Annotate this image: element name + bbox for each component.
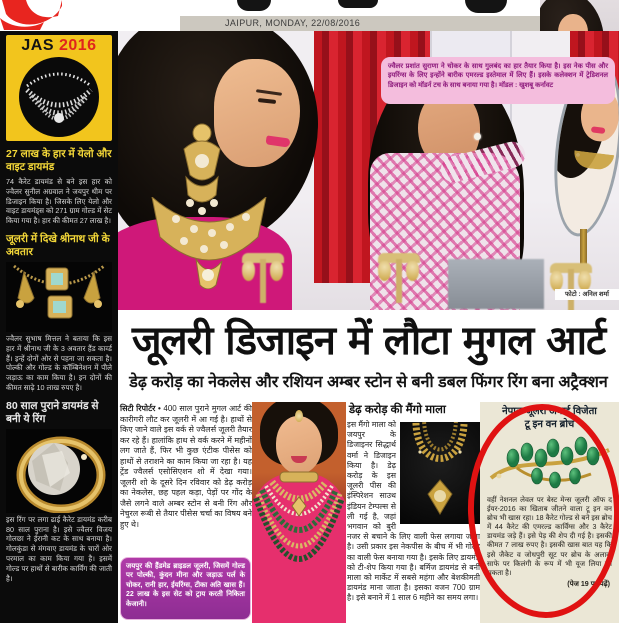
- maang-tikka: [295, 410, 303, 422]
- shrinath-necklace-photo: [6, 262, 112, 332]
- photo-credit: फोटो : अनिल शर्मा: [555, 289, 619, 300]
- brooch-column: [480, 402, 619, 623]
- jas-2016-badge: [6, 35, 112, 141]
- masthead-cut-letter: [237, 0, 271, 11]
- brooch-body: वहीं नेशनल लेवल पर बेस्ट मेन्स जूलरी ऑफ द ईयर-2016 का खिताब जीतने वाला टू इन वन ब्रोच भी खास रहा। 18 कैरेट गोल्ड से बने इस ब्रोच में 44 कैरेट की एमरल्ड कार्विंग्स और 3 कैरेट डायमंड जड़े हैं। इसे पेड़ की शेप दी गई है। इसकी कीमत 7 लाख रुपए है। इसकी खास बात यह कि इसे जैकेट व जोधपुरी सूट पर ब्रोच के अलावा साफे पर किलंगी के रूप में भी यूज लिया जा सकता है।: [487, 496, 612, 577]
- emerald-brooch-photo: [487, 434, 613, 494]
- sidebar-story1-body: 74 कैरेट डायमंड से बने इस हार को ज्वैलर सुनील अग्रवाल ने जयपुर थीम पर डिजाइन किया है। जिसके लिए येलो और वाइट डायमंड्स को 271 ग्राम गोल्ड में सेट किया गया है। हार की कीमत 27 लाख है।: [6, 177, 112, 226]
- lead-paragraph: सिटी रिपोर्टर • 400 साल पुराने मुगल आर्ट की कारीगरी लौट कर जूलरी में आ गई है। हाथों से किए जाने वाले इस वर्क से ज्वैलर्स जूलरी तैयार कर रहे हैं। हालांकि हाथ से वर्क करने में महीनों लग जाते हैं, फिर भी कुछ एंटीक पीसेस को हाथों से तराशने का काम किया जा रहा है। यह ट्रेंड ज्वैलर्स एसोसिएशन शो में देखा गया। जूलरी शो के दूसरे दिन रविवार को डेढ़ करोड़ का नेकलेस, छह पहल कड़ा, पेड़ों पर गोंद के जैसे लगने वाले अम्बर स्टोन से बनी रिंग और नेचुरल रूबी से तैयार पीसेस चर्चा का विषय बने हुए थे।: [120, 404, 252, 529]
- sidebar-story2-heading: जूलरी में दिखे श्रीनाथ जी के अवतार: [6, 232, 110, 258]
- mango-mala-body: इस मैंगो माला को जयपुर के डिजाइनर सिद्धार्थ वर्मा ने डिजाइन किया है। डेढ़ करोड़ के इस जूलरी पीस की इंस्पिरेशन साउथ इंडियन टेम्पल्स से ली गई है, जहां भगवान को बुरी नजर से बचाने के लिए वाली फेस लगाया जाता है। उसी प्रकार इस नेकपीस के बीच में भी गोल्ड का वाली फेस बनाया गया है। इसके लिए डायमंड को टी-शेप किया गया है। बर्मिज डायमंड से बनी माला को मार्केट में सबसे महंगा और बेशकीमती डायमंड माना जाता है। इसका वजन 700 ग्राम है। इसे बनाने में 1 साल 6 महीने का समय लगा।: [347, 420, 480, 603]
- mango-mala-column: [347, 402, 480, 604]
- headline-block: [118, 310, 619, 402]
- diamond-necklace-photo: [17, 56, 101, 138]
- article-body-section: [118, 402, 619, 623]
- bridal-set-caption-box: [120, 557, 251, 620]
- photo-caption-text: ज्वैलर प्रशांत सुराणा ने चोकर के साथ गुलबंद का हार तैयार किया है। इस नेक पीस और इयरिंग्स के लिए इन्होंने बारीक एमरल्ड इस्तेमाल में लिए हैं। इसके कलेक्शन में ट्रेडिशनल डिजाइन को मॉडर्न टच के साथ बनाया गया है। मॉडल : खुशबू कर्नावट: [388, 63, 608, 89]
- photo-caption-box: [381, 57, 615, 104]
- masthead-cut-letter: [338, 0, 378, 8]
- lead-photo: [118, 31, 619, 310]
- sidebar-story2-body: ज्वैलर सुभाष मित्तल ने बताया कि इस हार में श्रीनाथ जी के 3 अवतार हैंड कार्व्ड हैं। इन्हें दोनों ओर से पहना जा सकता है। पोल्की और गोल्ड के कॉम्बिनेशन में पीले जड़ाऊ का काम किया है। इन दोनों की कीमत साढ़े 10 लाख रुपए है।: [6, 333, 112, 392]
- byline: सिटी रिपोर्टर •: [120, 404, 161, 413]
- jas-label: JAS: [21, 37, 55, 54]
- earring-display-stand: [376, 249, 422, 307]
- diamond-ring-photo: [6, 429, 112, 513]
- sidebar-story3-heading: 80 साल पुराने डायमंड से बनी ये रिंग: [6, 399, 99, 425]
- brooch-continuation: (पेज 19 पर पढ़ें): [567, 579, 610, 588]
- main-headline: जूलरी डिजाइन में लौटा मुगल आर्ट: [131, 318, 606, 364]
- date-bar: [180, 16, 544, 31]
- mango-mala-heading: डेढ़ करोड़ की मैंगो माला: [349, 404, 446, 416]
- lead-column: [120, 404, 252, 530]
- date-line: JAIPUR, MONDAY, 22/08/2016: [225, 18, 361, 28]
- masthead-logo-fragment: [0, 0, 62, 30]
- masthead-cut-letter: [465, 0, 507, 13]
- earring-display-stand: [240, 249, 286, 307]
- sidebar-story1-heading: 27 लाख के हार में येलो और वाइट डायमंड: [6, 148, 112, 173]
- jas-title: [6, 37, 112, 55]
- brooch-heading-line2: टू इन वन ब्रोच: [524, 419, 575, 430]
- jas-year: 2016: [58, 37, 97, 54]
- layered-necklaces: [252, 458, 346, 623]
- mango-mala-photo: [400, 422, 480, 524]
- bridal-set-caption-text: जयपुर की हैंडमेड ब्राइडल जूलरी, जिसमें गोल्ड पर पोल्की, कुंदन मीना और जड़ाऊ पर्ल के चोकर, रानी हार, ईयरिंग्स, टीका अति खास हैं। 22 लाख के इस सेट को ट्राय करती निकिता केजानी।: [126, 563, 245, 608]
- left-sidebar: [0, 31, 118, 623]
- designer-ear-stud: [474, 133, 481, 140]
- jewelry-glass-case: [448, 259, 544, 309]
- sub-headline: डेढ़ करोड़ का नेकलेस और रशियन अम्बर स्टोन से बनी डबल फिंगर रिंग बना अट्रैक्शन: [129, 374, 608, 391]
- masthead: [0, 0, 619, 31]
- earring-display-stand: [548, 259, 594, 310]
- brooch-heading-line1: नेपाल जूलरी अवार्ड विजेता: [502, 406, 597, 417]
- bridal-model-photo: [252, 402, 346, 623]
- sidebar-story3-body: इस रिंग पर लगा ढाई कैरेट डायमंड करीब 80 साल पुराना है। इसे ज्वैलर विजय गोलछा ने ईरानी कट के साथ बनाया है। गोलकुंडा से मंगवाए डायमंड के चारों ओर परमाल का काम किया गया है। इसमें गोल्ड पर हाथों से बारीक कार्विंग की जाती है।: [6, 514, 112, 583]
